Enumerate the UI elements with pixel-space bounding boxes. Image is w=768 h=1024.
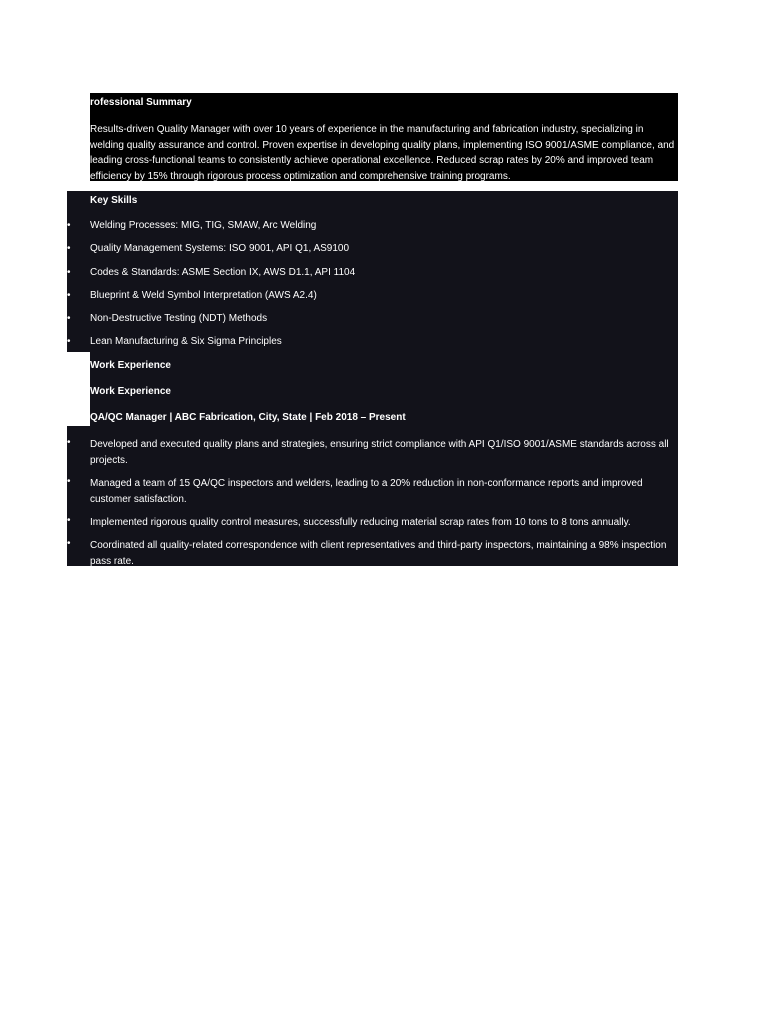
bullet-icon: •	[67, 313, 71, 324]
bullet-icon: •	[67, 336, 71, 347]
bullet-icon: •	[67, 437, 71, 448]
bullet-icon: •	[67, 220, 71, 231]
skill-text: Welding Processes: MIG, TIG, SMAW, Arc Welding	[90, 220, 317, 231]
summary-heading: rofessional Summary	[90, 97, 192, 108]
bullet-icon: •	[67, 290, 71, 301]
skill-text: Quality Management Systems: ISO 9001, API Q1, AS9100	[90, 243, 350, 254]
skill-text: Lean Manufacturing & Six Sigma Principles	[90, 336, 282, 347]
experience-heading: Work Experience	[90, 360, 171, 371]
experience-heading: Work Experience	[90, 386, 171, 397]
summary-section	[90, 93, 678, 181]
summary-paragraph: Results-driven Quality Manager with over 10 years of experience in the manufacturing and fabrication industry, specializing in welding quality assurance and control. Proven expertise in developing quality plans, implementing ISO 9001/ASME compliance, and leading cross-functional teams to consistently achieve operational excellence. Reduced scrap rates by 20% and improved team efficiency by 15% through rigorous process optimization and comprehensive training programs.	[90, 124, 675, 182]
skill-text: Non-Destructive Testing (NDT) Methods	[90, 313, 268, 324]
job-title: QA/QC Manager | ABC Fabrication, City, State | Feb 2018 – Present	[90, 412, 406, 423]
experience-text: Implemented rigorous quality control measures, successfully reducing material scrap rates from 10 tons to 8 tons annually.	[90, 517, 631, 528]
bullet-icon: •	[67, 267, 71, 278]
bullet-icon: •	[67, 538, 71, 549]
experience-text: Developed and executed quality plans and strategies, ensuring strict compliance with API Q1/ISO 9001/ASME standards across all projects.	[90, 439, 669, 466]
bullet-icon: •	[67, 243, 71, 254]
skills-heading: Key Skills	[90, 195, 138, 206]
experience-text: Coordinated all quality-related correspondence with client representatives and third-party inspectors, maintaining a 98% inspection pass rate.	[90, 540, 667, 567]
bullet-icon: •	[67, 515, 71, 526]
experience-text: Managed a team of 15 QA/QC inspectors and welders, leading to a 20% reduction in non-conformance reports and improved customer satisfaction.	[90, 478, 643, 505]
section-gap	[67, 352, 90, 426]
skill-text: Codes & Standards: ASME Section IX, AWS D1.1, API 1104	[90, 267, 356, 278]
bullet-icon: •	[67, 476, 71, 487]
skill-text: Blueprint & Weld Symbol Interpretation (AWS A2.4)	[90, 290, 317, 301]
